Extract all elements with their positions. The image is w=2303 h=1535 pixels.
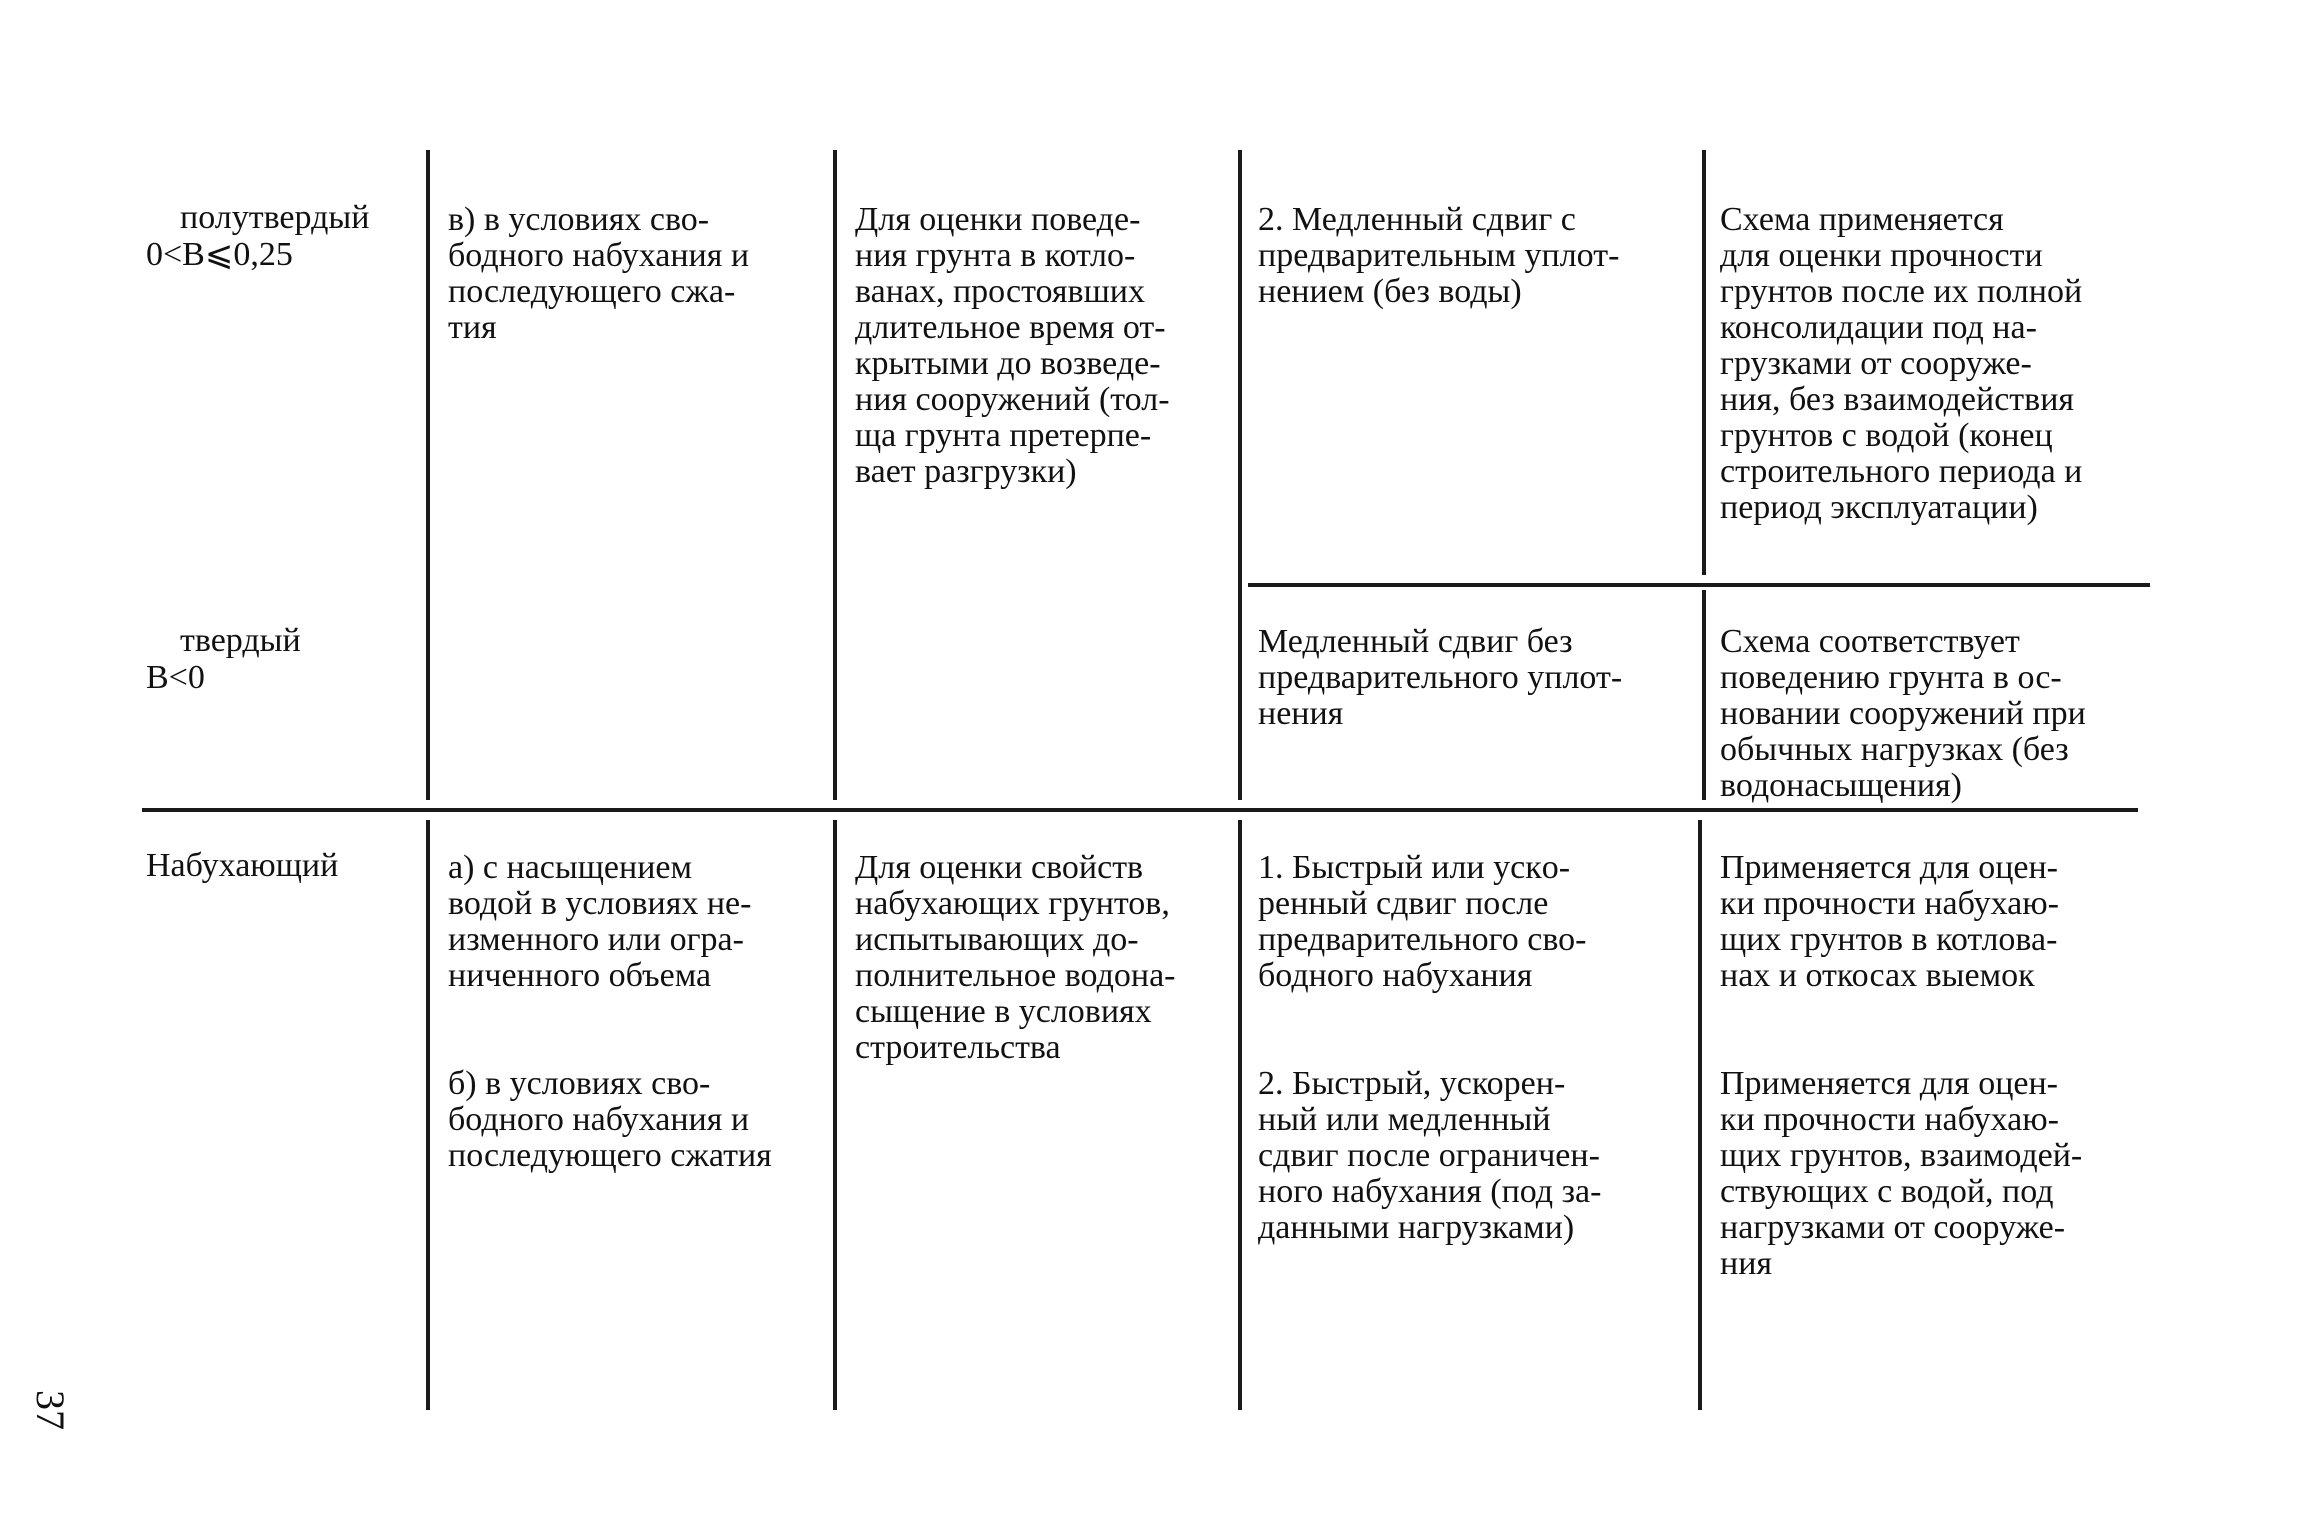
soil-condition-solid: B<0 xyxy=(146,659,205,696)
column-rule-4b xyxy=(1702,590,1706,800)
column-rule-1 xyxy=(426,150,430,800)
shear-method-1: 1. Быстрый или ускo- ренный сдвиг после предварительного сво- бодного набухания xyxy=(1258,849,1587,994)
row-divider-main xyxy=(142,808,2138,812)
soil-condition-semisolid: 0<B⩽0,25 xyxy=(146,236,293,273)
column-rule-3-lower xyxy=(1238,820,1242,1410)
purpose-excavations: Для оценки поведе- ния грунта в котло- ванах, простоявших длительное время от- крытыми до возведе- ния сооружений (тол- ща грунта претерпе- вает разгрузки) xyxy=(855,201,1170,490)
test-condition-b: б) в условиях сво- бодного набухания и последующего сжатия xyxy=(448,1065,772,1174)
page-number: 37 xyxy=(28,1390,73,1430)
shear-method-2: 2. Быстрый, ускорен- ный или медленный сдвиг после ограничен- ного набухания (под за- данными нагрузками) xyxy=(1258,1065,1602,1246)
column-rule-1-lower xyxy=(426,820,430,1410)
column-rule-4-lower xyxy=(1698,820,1702,1410)
application-normal-loads: Схема соответствует поведению грунта в ос- новании сооружений при обычных нагрузках (без водонасыщения) xyxy=(1720,623,2086,804)
row-divider-short xyxy=(1248,583,2150,587)
application-1: Применяется для оцен- ки прочности набухаю- щих грунтов в котлова- нах и откосах выемок xyxy=(1720,849,2059,994)
application-2: Применяется для оцен- ки прочности набухаю- щих грунтов, взаимодей- ствующих с водой, под нагрузками от сооруже- ния xyxy=(1720,1065,2083,1282)
test-condition-v: в) в условиях сво- бодного набухания и последующего сжа- тия xyxy=(448,201,750,346)
soil-state-solid: твердый xyxy=(180,622,301,659)
column-rule-2 xyxy=(833,150,837,800)
column-rule-4 xyxy=(1702,150,1706,575)
shear-method-slow-consolidated: 2. Медленный сдвиг с предварительным уплот- нением (без воды) xyxy=(1258,201,1620,310)
test-condition-a: а) с насыщением водой в условиях не- изменного или огра- ниченного объема xyxy=(448,849,752,994)
purpose-swelling: Для оценки свойств набухающих грунтов, испытывающих до- полнительное водона- сыщение в условиях строительства xyxy=(855,849,1176,1066)
column-rule-3 xyxy=(1238,150,1242,800)
column-rule-2-lower xyxy=(833,820,837,1410)
soil-state-swelling: Набухающий xyxy=(146,847,339,884)
shear-method-slow-unconsolidated: Медленный сдвиг без предварительного уплот- нения xyxy=(1258,623,1623,732)
application-consolidation: Схема применяется для оценки прочности грунтов после их полной консолидации под на- грузками от сооруже- ния, без взаимодействия грунтов с водой (конец строительного периода и период эксплуатации) xyxy=(1720,201,2083,526)
soil-state-semisolid: полутвердый xyxy=(180,199,370,236)
